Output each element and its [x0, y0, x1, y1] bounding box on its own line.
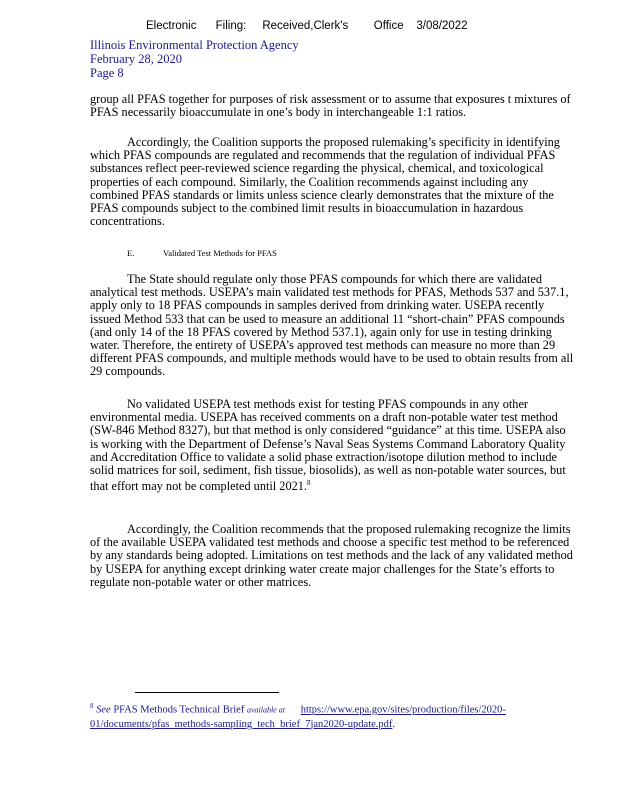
footnote-see: See — [96, 704, 111, 716]
header-agency: Illinois Environmental Protection Agency — [90, 38, 299, 52]
paragraph-5: Accordingly, the Coalition recommends that the proposed rulemaking recognize the limits of the available USEPA validated test methods and choose a specific test method to be referenced by any standards being adopted. Limitations on test methods and the lack of any validated method by USEPA for anything except drinking water create major challenges for the State’s efforts to regulate non-potable water or other matrices. — [90, 522, 573, 589]
paragraph-1: group all PFAS together for purposes of risk assessment or to assume that exposures t mixtures of PFAS necessarily bioaccumulate in one’s body in interchangeable 1:1 ratios. — [90, 92, 571, 120]
paragraph-2: Accordingly, the Coalition supports the proposed rulemaking’s specificity in identifying which PFAS compounds are regulated and recommends that the regulation of individual PFAS substances reflect peer-reviewed science regarding the physical, chemical, and toxicological properties of each compound. Similarly, the Coalition recommends against including any combined PFAS standards or limits unless science clearly demonstrates that the mixture of the PFAS compounds subject to the combined limit results in bioaccumulation in hazardous concentrations. — [90, 135, 560, 229]
footnote-divider — [135, 692, 279, 693]
section-letter: E. — [127, 248, 135, 258]
paragraph-block-3 — [90, 273, 574, 379]
paragraph-block-2 — [90, 136, 574, 228]
section-heading — [127, 248, 277, 258]
footnote-title: PFAS Methods Technical Brief — [113, 704, 245, 716]
footnote-link-part2[interactable]: 01/documents/pfas_methods-sampling_tech_brief_7jan2020-update.pdf — [90, 718, 393, 730]
paragraph-continuation — [90, 93, 574, 119]
filing-stamp: Electronic Filing: Received,Clerk's Office 3/08/2022 — [146, 20, 468, 32]
paragraph-block-4 — [90, 398, 574, 494]
paragraph-4-text: No validated USEPA test methods exist for testing PFAS compounds in any other environmental media. USEPA has received comments on a draft non-potable water test method (SW-846 Method 8327), but that method is only considered “guidance” at this time. USEPA also is working with the Department of Defense’s Naval Seas Systems Command Laboratory Quality and Accreditation Office to validate a solid phase extraction/isotope dilution method to include solid matrices for soil, sediment, fish tissue, biosolids), as well as non-potable water sources, but that effort may not be completed until 2021. — [90, 397, 566, 494]
footnote-available: available at — [246, 705, 285, 715]
paragraph-block-5 — [90, 523, 574, 589]
footnote — [90, 699, 574, 732]
footnote-end: . — [392, 718, 396, 730]
footnote-link-part1[interactable]: https://www.epa.gov/sites/production/files/2020- — [300, 704, 506, 716]
section-title: Validated Test Methods for PFAS — [163, 248, 277, 258]
header-date: February 28, 2020 — [90, 52, 182, 66]
header-page: Page 8 — [90, 66, 124, 80]
paragraph-3: The State should regulate only those PFAS compounds for which there are validated analytical test methods. USEPA’s main validated test methods for PFAS, Methods 537 and 537.1, apply only to 18 PFAS compounds in samples derived from drinking water. USEPA recently issued Method 533 that can be used to measure an additional 11 “short-chain” PFAS compounds (and only 14 of the 18 PFAS covered by Method 537.1), again only for use in testing drinking water. Therefore, the entirety of USEPA’s approved test methods can measure no more than 29 different PFAS compounds, and multiple methods would have to be used to obtain results from all 29 compounds. — [90, 272, 574, 379]
footnote-number: 8 — [90, 702, 94, 710]
footnote-reference[interactable]: 8 — [306, 479, 311, 488]
paragraph-4 — [90, 398, 574, 494]
